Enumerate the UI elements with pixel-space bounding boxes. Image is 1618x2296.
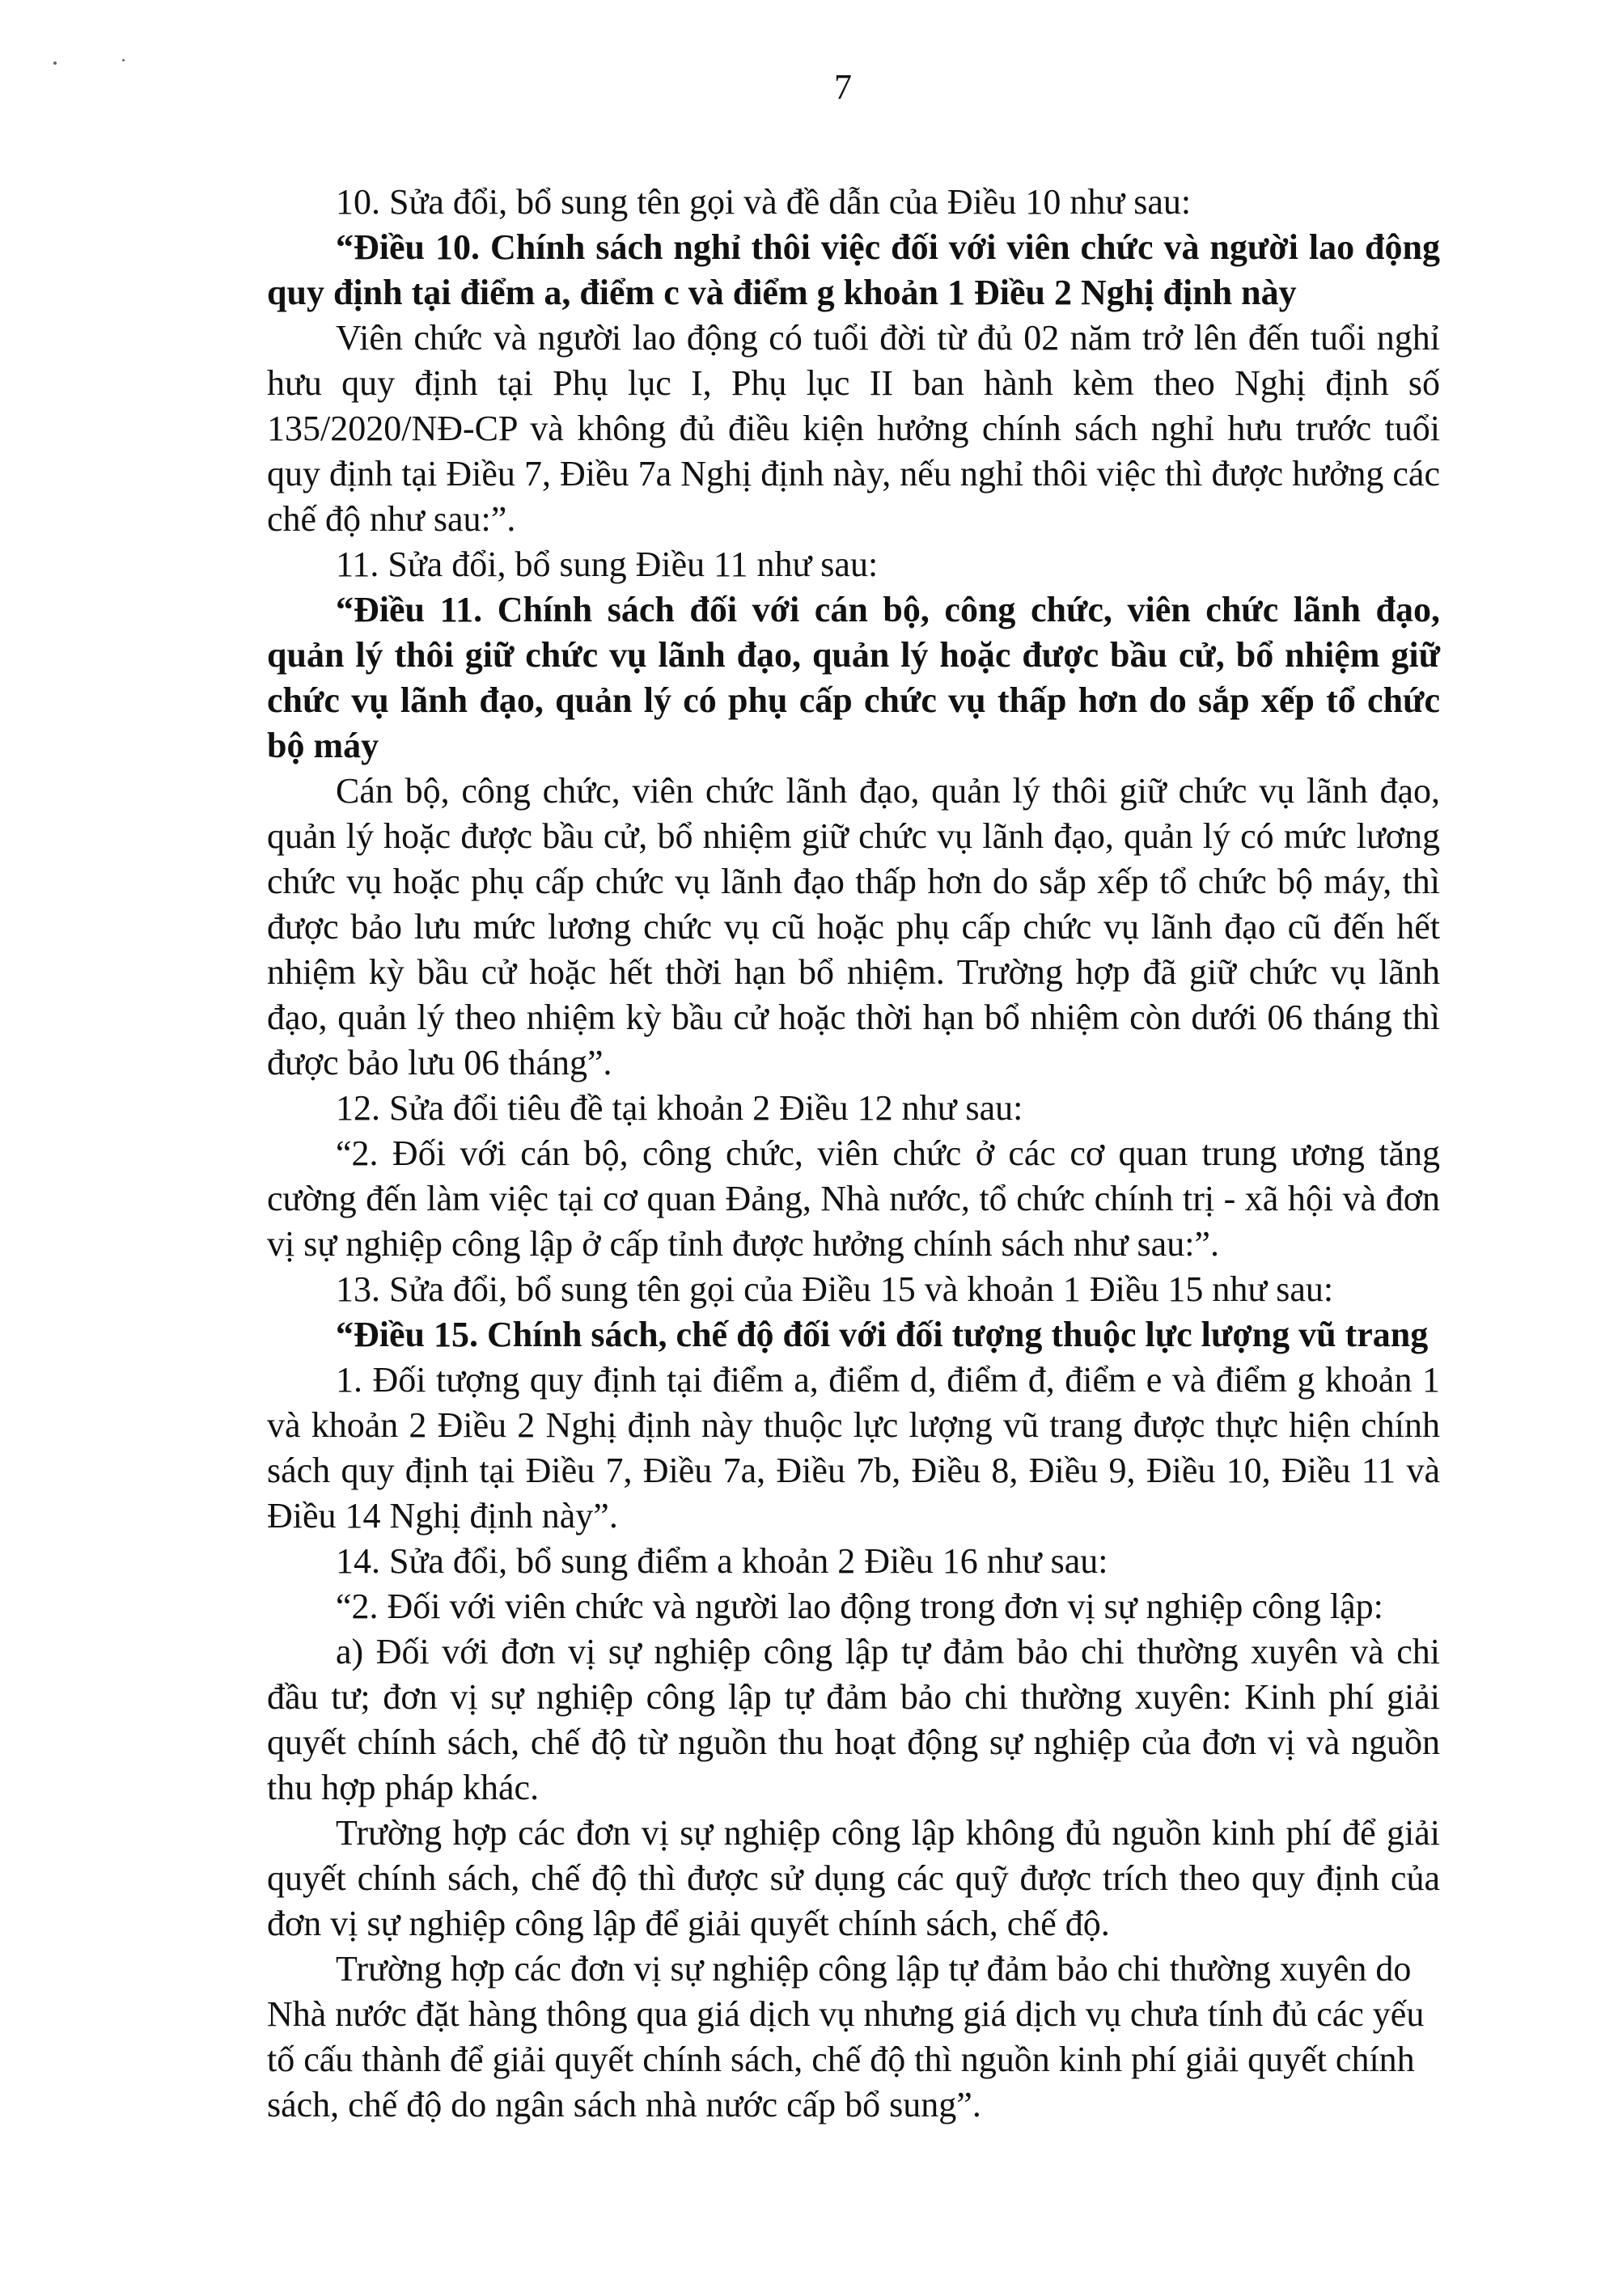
article-10-heading: “Điều 10. Chính sách nghỉ thôi việc đối với viên chức và người lao động quy định tại điểm a, điểm c và điểm g khoản 1 Điều 2 Nghị định này <box>267 227 1440 312</box>
article-16-point-a: a) Đối với đơn vị sự nghiệp công lập tự đảm bảo chi thường xuyên và chi đầu tư; đơn vị sự nghiệp công lập tự đảm bảo chi thường xuyên: Kinh phí giải quyết chính sách, chế độ từ nguồn thu hoạt động sự nghiệp của đơn vị và nguồn thu hợp pháp khác. <box>267 1632 1440 1807</box>
article-11-heading: “Điều 11. Chính sách đối với cán bộ, công chức, viên chức lãnh đạo, quản lý thôi giữ chức vụ lãnh đạo, quản lý hoặc được bầu cử, bổ nhiệm giữ chức vụ lãnh đạo, quản lý có phụ cấp chức vụ thấp hơn do sắp xếp tổ chức bộ máy <box>267 590 1440 765</box>
amendment-item-12: 12. Sửa đổi tiêu đề tại khoản 2 Điều 12 như sau: <box>336 1088 1023 1128</box>
article-16-paragraph: Trường hợp các đơn vị sự nghiệp công lập không đủ nguồn kinh phí để giải quyết chính sách, chế độ thì được sử dụng các quỹ được trích theo quy định của đơn vị sự nghiệp công lập để giải quyết chính sách, chế độ. <box>267 1813 1440 1943</box>
article-12-clause-2: “2. Đối với cán bộ, công chức, viên chức ở các cơ quan trung ương tăng cường đến làm việc tại cơ quan Đảng, Nhà nước, tổ chức chính trị - xã hội và đơn vị sự nghiệp công lập ở cấp tỉnh được hưởng chính sách như sau:”. <box>267 1133 1440 1264</box>
document-body <box>267 180 1440 2128</box>
amendment-item-10: 10. Sửa đổi, bổ sung tên gọi và đề dẫn của Điều 10 như sau: <box>336 182 1192 222</box>
scan-speck <box>122 59 125 61</box>
page-number: 7 <box>834 67 852 107</box>
amendment-item-11: 11. Sửa đổi, bổ sung Điều 11 như sau: <box>336 544 879 584</box>
scan-speck <box>53 61 57 65</box>
amendment-item-13: 13. Sửa đổi, bổ sung tên gọi của Điều 15 và khoản 1 Điều 15 như sau: <box>336 1269 1334 1309</box>
article-11-body: Cán bộ, công chức, viên chức lãnh đạo, quản lý thôi giữ chức vụ lãnh đạo, quản lý hoặc được bầu cử, bổ nhiệm giữ chức vụ lãnh đạo, quản lý có mức lương chức vụ hoặc phụ cấp chức vụ lãnh đạo thấp hơn do sắp xếp tổ chức bộ máy, thì được bảo lưu mức lương chức vụ cũ hoặc phụ cấp chức vụ lãnh đạo cũ đến hết nhiệm kỳ bầu cử hoặc hết thời hạn bổ nhiệm. Trường hợp đã giữ chức vụ lãnh đạo, quản lý theo nhiệm kỳ bầu cử hoặc thời hạn bổ nhiệm còn dưới 06 tháng thì được bảo lưu 06 tháng”. <box>267 771 1440 1082</box>
article-16-paragraph-final: Trường hợp các đơn vị sự nghiệp công lập tự đảm bảo chi thường xuyên do Nhà nước đặt hàng thông qua giá dịch vụ nhưng giá dịch vụ chưa tính đủ các yếu tố cấu thành để giải quyết chính sách, chế độ thì nguồn kinh phí giải quyết chính sách, chế độ do ngân sách nhà nước cấp bổ sung”. <box>267 1949 1425 2124</box>
article-16-clause-2: “2. Đối với viên chức và người lao động trong đơn vị sự nghiệp công lập: <box>336 1586 1383 1626</box>
amendment-item-14: 14. Sửa đổi, bổ sung điểm a khoản 2 Điều 16 như sau: <box>336 1541 1108 1581</box>
article-15-heading: “Điều 15. Chính sách, chế độ đối với đối tượng thuộc lực lượng vũ trang <box>336 1315 1429 1354</box>
article-10-body: Viên chức và người lao động có tuổi đời từ đủ 02 năm trở lên đến tuổi nghỉ hưu quy định tại Phụ lục I, Phụ lục II ban hành kèm theo Nghị định số 135/2020/NĐ-CP và không đủ điều kiện hưởng chính sách nghỉ hưu trước tuổi quy định tại Điều 7, Điều 7a Nghị định này, nếu nghỉ thôi việc thì được hưởng các chế độ như sau:”. <box>267 318 1440 539</box>
article-15-clause-1: 1. Đối tượng quy định tại điểm a, điểm d, điểm đ, điểm e và điểm g khoản 1 và khoản 2 Điều 2 Nghị định này thuộc lực lượng vũ trang được thực hiện chính sách quy định tại Điều 7, Điều 7a, Điều 7b, Điều 8, Điều 9, Điều 10, Điều 11 và Điều 14 Nghị định này”. <box>267 1360 1440 1536</box>
